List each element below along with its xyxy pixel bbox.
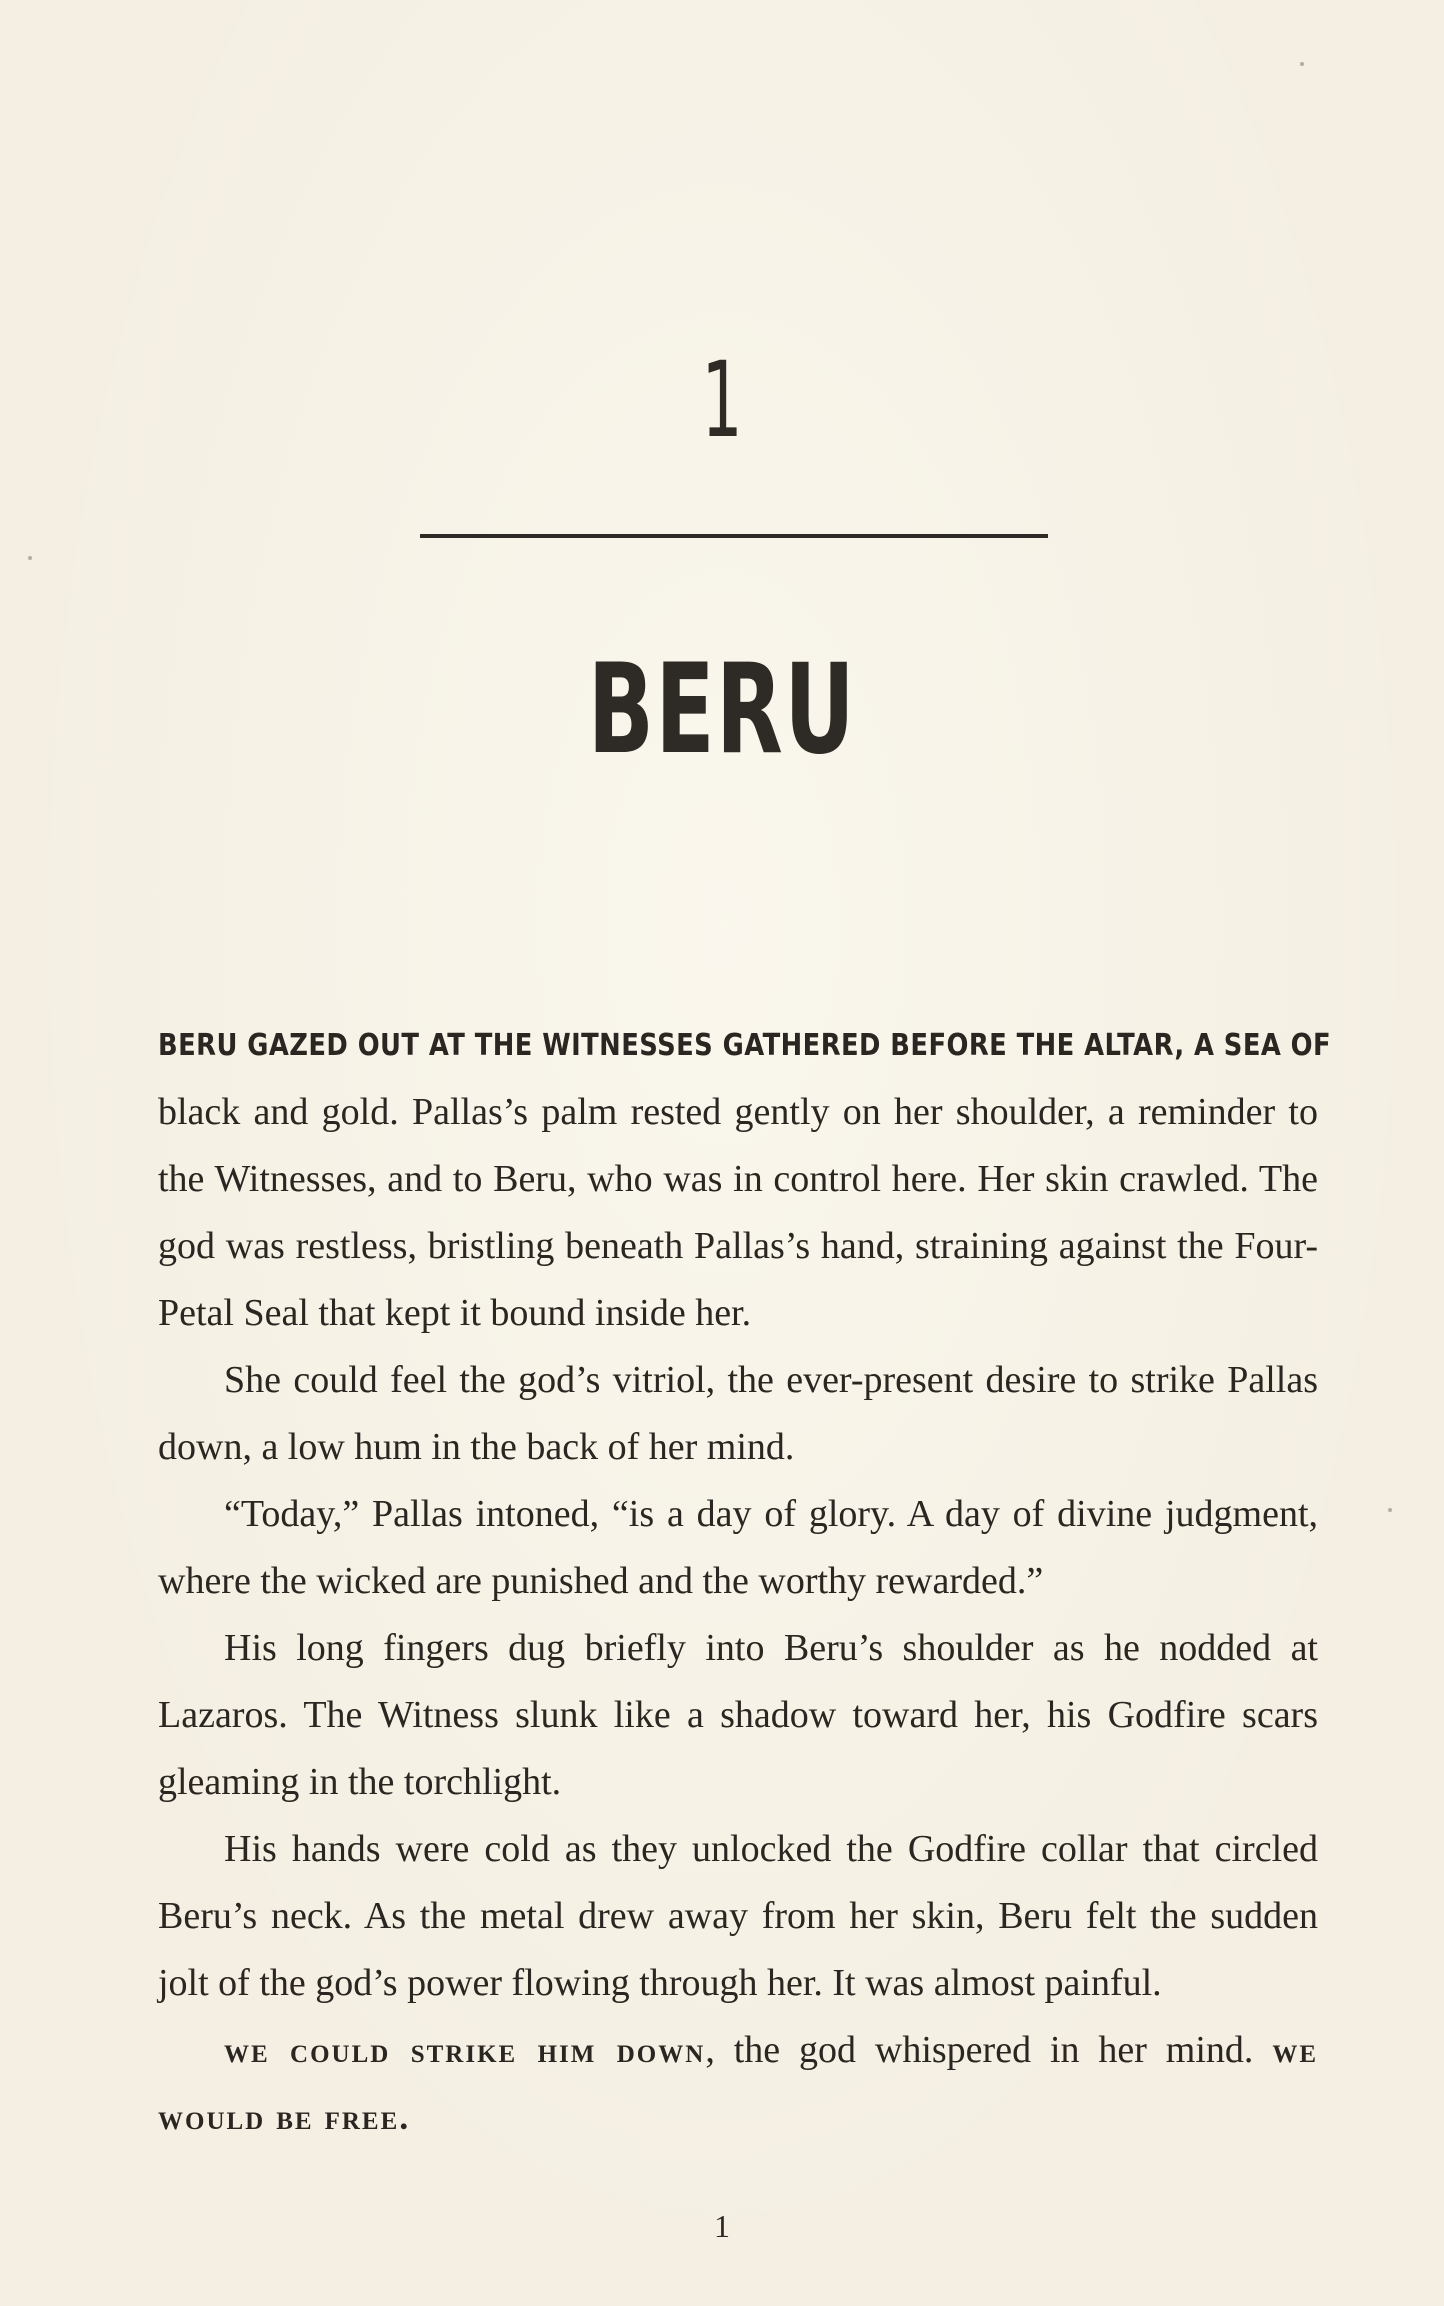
chapter-title: BERU (587, 638, 857, 782)
paper-speck (1388, 1508, 1392, 1512)
page-number: 1 (714, 2208, 730, 2244)
paper-speck (1300, 62, 1304, 66)
paragraph-1-text: black and gold. Pallas’s palm rested gently on her shoulder, a reminder to the Witnesses, and to Beru, who was in control here. Her skin crawled. The god was restless, bristling beneath Pallas’s hand, straining against the Four-Petal Seal that kept it bound inside her. (158, 1091, 1318, 1334)
chapter-number: 1 (701, 339, 743, 461)
paragraph-6-text: , the god whispered in her mind. (705, 2029, 1273, 2071)
paper-speck (28, 556, 32, 560)
chapter-divider (420, 534, 1048, 538)
paragraph-3: “Today,” Pallas intoned, “is a day of glory. A day of divine judgment, where the wicked are punished and the worthy rewarded.” (158, 1493, 1318, 1602)
chapter-body (158, 1010, 1332, 2151)
god-voice-end: we would be free. (158, 2030, 1318, 2137)
opening-caps: BERU GAZED OUT AT THE WITNESSES GATHERED BEFORE THE ALTAR, A SEA OF (158, 1028, 1332, 1063)
paragraph-6 (158, 2017, 1318, 2151)
paragraph-4: His long fingers dug briefly into Beru’s shoulder as he nodded at Lazaros. The Witness slunk like a shadow toward her, his Godfire scars gleaming in the torchlight. (158, 1627, 1318, 1803)
god-voice-start: we could strike him down (224, 2030, 706, 2070)
paragraph-5: His hands were cold as they unlocked the Godfire collar that circled Beru’s neck. As the metal drew away from her skin, Beru felt the sudden jolt of the god’s power flowing through her. It was almost painful. (158, 1828, 1318, 2004)
paragraph-2: She could feel the god’s vitriol, the ever-present desire to strike Pallas down, a low hum in the back of her mind. (158, 1359, 1318, 1468)
paragraph-1 (158, 1010, 1332, 1347)
